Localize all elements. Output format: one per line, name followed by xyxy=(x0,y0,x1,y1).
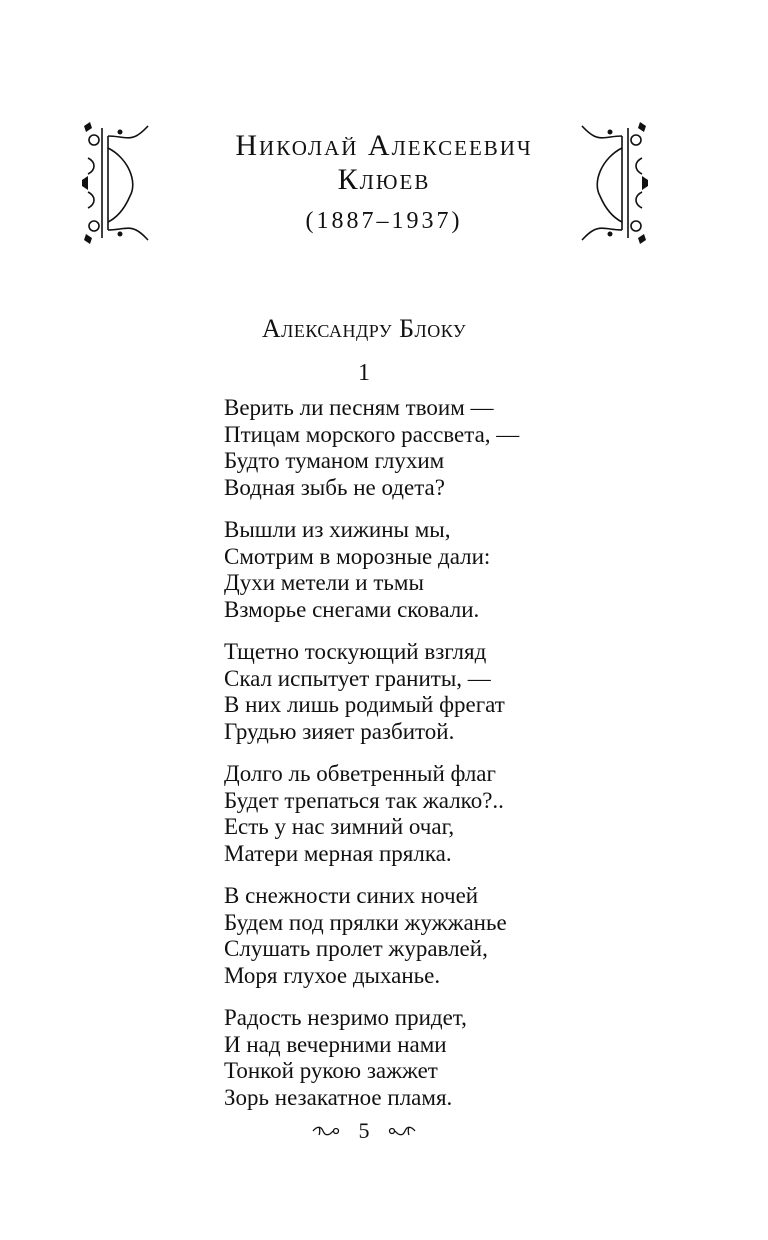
poem-line: Матери мерная прялка. xyxy=(224,840,452,866)
poem-line: Вышли из хижины мы, xyxy=(224,517,451,542)
author-years: (1887–1937) xyxy=(305,208,463,234)
poem-line: Смотрим в морозные дали: xyxy=(224,543,491,569)
poem-line: Тонкой рукою зажжет xyxy=(224,1058,438,1083)
stanza xyxy=(224,1005,664,1111)
poem-line: Птицам морского рассвета, — xyxy=(224,421,520,447)
poem-line: Радость незримо придет, xyxy=(224,1005,467,1030)
stanza xyxy=(224,639,664,745)
stanza xyxy=(224,395,664,501)
poem-line: И над вечерними нами xyxy=(224,1031,447,1057)
flourish-icon xyxy=(311,1124,341,1138)
poem-line: Зорь незакатное пламя. xyxy=(224,1084,453,1110)
stanza xyxy=(224,883,664,989)
poem-line: Будет трепаться так жалко?.. xyxy=(224,787,504,813)
poem-line: Будем под прялки жужжанье xyxy=(224,909,507,935)
page-footer xyxy=(0,1116,728,1144)
poem-line: Моря глухое дыханье. xyxy=(224,962,441,988)
flourish-icon xyxy=(387,1124,417,1138)
poem-line: Слушать пролет журавлей, xyxy=(224,936,488,961)
poem-line: Грудью зияет разбитой. xyxy=(224,718,455,744)
poem-body xyxy=(224,395,664,1127)
poem-line: Долго ль обветренный флаг xyxy=(224,761,496,786)
poem-line: Скал испытует граниты, — xyxy=(224,665,491,691)
poem-line: Есть у нас зимний очаг, xyxy=(224,814,455,839)
poem-line: Верить ли песням твоим — xyxy=(224,395,494,420)
poem-line: Будто туманом глухим xyxy=(224,448,445,473)
poem-title: Александру Блоку xyxy=(261,314,467,343)
author-name-last: Клюев xyxy=(337,163,431,196)
poem-line: Водная зыбь не одета? xyxy=(224,474,445,500)
poem-number: 1 xyxy=(358,360,370,386)
poem-line: В снежности синих ночей xyxy=(224,883,479,908)
page-number: 5 xyxy=(358,1117,370,1143)
poem-line: Духи метели и тьмы xyxy=(224,570,424,595)
author-name-first: Николай Алексеевич xyxy=(235,129,533,162)
stanza xyxy=(224,517,664,623)
poem-line: Взморье снегами сковали. xyxy=(224,596,480,622)
poem-line: Тщетно тоскующий взгляд xyxy=(224,639,487,664)
poem-line: В них лишь родимый фрегат xyxy=(224,692,505,717)
stanza xyxy=(224,761,664,867)
